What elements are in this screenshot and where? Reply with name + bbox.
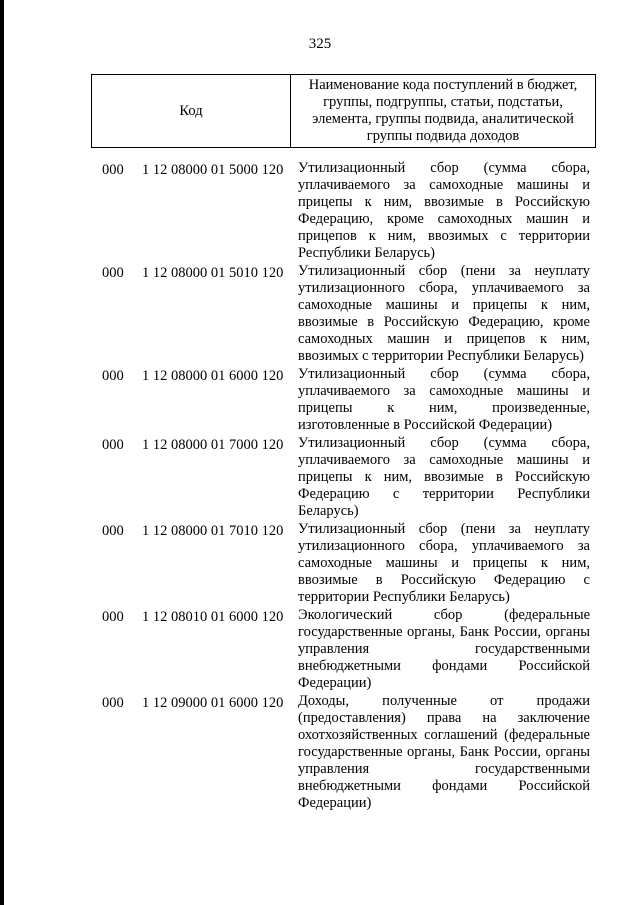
admin-code: 000 (102, 368, 124, 384)
table-header (91, 74, 596, 148)
scan-left-edge (0, 0, 4, 905)
revenue-code: 1 12 09000 01 6000 120 (142, 695, 284, 711)
table-body (102, 160, 592, 813)
admin-code: 000 (102, 162, 124, 178)
table-row (102, 693, 592, 812)
admin-code: 000 (102, 265, 124, 281)
table-row (102, 366, 592, 434)
admin-code: 000 (102, 523, 124, 539)
revenue-description: Утилизационный сбор (сумма сбора, уплачиваемого за самоходные машины и прицепы к ним, ввозимые в Российскую Федерацию, кроме самоходных машин и прицепов к ним, ввозимых с территории Республики Беларусь) (298, 160, 590, 261)
revenue-code: 1 12 08000 01 6000 120 (142, 368, 284, 384)
revenue-code: 1 12 08010 01 6000 120 (142, 609, 284, 625)
revenue-description: Утилизационный сбор (сумма сбора, уплачиваемого за самоходные машины и прицепы к ним, ввозимые в Российскую Федерацию с территории Республики Беларусь) (298, 435, 590, 519)
admin-code: 000 (102, 695, 124, 711)
table-row (102, 435, 592, 520)
revenue-description: Утилизационный сбор (пени за неуплату утилизационного сбора, уплачиваемого за самоходные машины и прицепы к ним, ввозимые в Российскую Федерацию, кроме самоходных машин и прицепов к ним, ввозимых с территории Республики Беларусь) (298, 263, 590, 364)
revenue-code: 1 12 08000 01 7010 120 (142, 523, 284, 539)
revenue-description: Утилизационный сбор (сумма сбора, уплачиваемого за самоходные машины и прицепы к ним, произведенные, изготовленные в Российской Федерации) (298, 366, 590, 433)
header-name-cell: Наименование кода поступлений в бюджет, группы, подгруппы, статьи, подстатьи, элемента, группы подвида, аналитической группы подвида доходов (308, 77, 578, 144)
page-number: 325 (308, 36, 332, 52)
admin-code: 000 (102, 609, 124, 625)
admin-code: 000 (102, 437, 124, 453)
table-row (102, 607, 592, 692)
table-row (102, 263, 592, 365)
revenue-description: Экологический сбор (федеральные государственные органы, Банк России, органы управления государственными внебюджетными фондами Российской Федерации) (298, 607, 590, 691)
header-code-cell: Код (92, 75, 291, 147)
table-row (102, 521, 592, 606)
table-row (102, 160, 592, 262)
revenue-code: 1 12 08000 01 7000 120 (142, 437, 284, 453)
revenue-description: Утилизационный сбор (пени за неуплату утилизационного сбора, уплачиваемого за самоходные машины и прицепы к ним, ввозимые в Российскую Федерацию с территории Республики Беларусь) (298, 521, 590, 605)
revenue-code: 1 12 08000 01 5000 120 (142, 162, 284, 178)
revenue-code: 1 12 08000 01 5010 120 (142, 265, 284, 281)
revenue-description: Доходы, полученные от продажи (предоставления) права на заключение охотхозяйственных соглашений (федеральные государственные органы, Банк России, органы управления государственными внебюджетными фондами Российской Федерации) (298, 693, 590, 811)
